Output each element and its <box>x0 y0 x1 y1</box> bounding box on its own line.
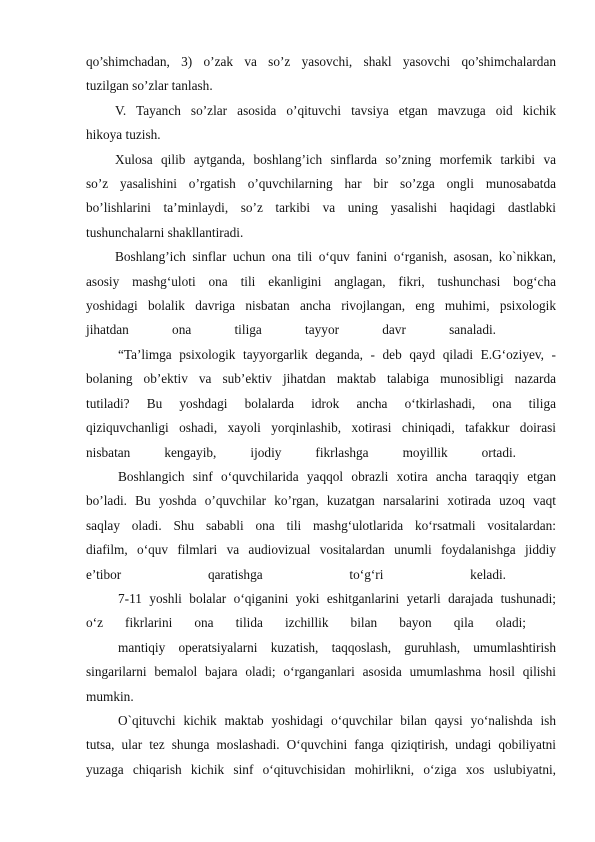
paragraph-9-line-2: tutsa, ular tez shunga moslashadi. O‘quvchini fanga qiziqtirish, undagi qobiliyatni <box>86 737 556 753</box>
paragraph-4-line-2: asosiy mashg‘uloti ona tili ekanligini anglagan, fikri, tushunchasi bog‘cha <box>86 273 556 289</box>
paragraph-4-line-4: jihatdan ona tiliga tayyor davr sanaladi. <box>86 322 496 338</box>
paragraph-5-line-1: “Ta’limga psixologik tayyorgarlik deganda, - deb qayd qiladi E.G‘oziyev, - <box>118 346 556 362</box>
paragraph-5-line-2: bolaning ob’ektiv va sub’ektiv jihatdan maktab talabiga munosibligi nazarda <box>86 371 556 387</box>
paragraph-4-line-1: Boshlang’ich sinflar uchun ona tili o‘quv fanini o‘rganish, asosan, ko`nikkan, <box>115 249 556 265</box>
paragraph-8-line-2: singarilarni bemalol bajara oladi; o‘rganganlari asosida umumlashma hosil qilishi <box>86 664 556 680</box>
paragraph-7-line-1: 7-11 yoshli bolalar o‘qiganini yoki eshitganlarini yetarli darajada tushunadi; <box>118 590 556 606</box>
paragraph-1-line-2: tuzilgan so’zlar tanlash. <box>86 78 213 94</box>
document-page <box>86 50 556 782</box>
paragraph-3-line-4: tushunchalarni shakllantiradi. <box>86 224 244 240</box>
paragraph-2-line-2: hikoya tuzish. <box>86 127 161 143</box>
paragraph-6-line-5: e’tibor qaratishga to‘g‘ri keladi. <box>86 566 506 582</box>
paragraph-6-line-2: bo’ladi. Bu yoshda o’quvchilar ko’rgan, kuzatgan narsalarini xotirada uzoq vaqt <box>86 493 556 509</box>
paragraph-3-line-1: Xulosa qilib aytganda, boshlang’ich sinflarda so’zning morfemik tarkibi va <box>115 151 556 167</box>
paragraph-8-line-1: mantiqiy operatsiyalarni kuzatish, taqqoslash, guruhlash, umumlashtirish <box>118 639 556 655</box>
paragraph-6-line-1: Boshlangich sinf o‘quvchilarida yaqqol obrazli xotira ancha taraqqiy etgan <box>118 468 556 484</box>
paragraph-9-line-1: O`qituvchi kichik maktab yoshidagi o‘quvchilar bilan qaysi yo‘nalishda ish <box>118 712 556 728</box>
paragraph-8-line-3: mumkin. <box>86 688 134 704</box>
paragraph-6-line-4: diafilm, o‘quv filmlari va audiovizual vositalardan unumli foydalanishga jiddiy <box>86 542 556 558</box>
paragraph-5-line-4: qiziquvchanligi oshadi, xayoli yorqinlashib, xotirasi chiniqadi, tafakkur doirasi <box>86 420 556 436</box>
paragraph-6-line-3: saqlay oladi. Shu sababli ona tili mashg‘ulotlarida ko‘rsatmali vositalardan: <box>86 517 556 533</box>
paragraph-1-line-1: qo’shimchadan, 3) o’zak va so’z yasovchi, shakl yasovchi qo’shimchalardan <box>86 54 556 69</box>
paragraph-4-line-3: yoshidagi bolalik davriga nisbatan ancha rivojlangan, eng muhimi, psixologik <box>86 298 556 314</box>
paragraph-3-line-3: bo’lishlarini ta’minlaydi, so’z tarkibi va uning yasalishi haqidagi dastlabki <box>86 200 556 216</box>
paragraph-9-line-3: yuzaga chiqarish kichik sinf o‘qituvchisidan mohirlikni, o‘ziga xos uslubiyatni, <box>86 761 556 777</box>
paragraph-2-line-1: V. Tayanch so’zlar asosida o’qituvchi tavsiya etgan mavzuga oid kichik <box>115 102 556 118</box>
paragraph-7-line-2: o‘z fikrlarini ona tilida izchillik bilan bayon qila oladi; <box>86 615 526 631</box>
paragraph-5-line-5: nisbatan kengayib, ijodiy fikrlashga moyillik ortadi. <box>86 444 516 460</box>
paragraph-5-line-3: tutiladi? Bu yoshdagi bolalarda idrok ancha o‘tkirlashadi, ona tiliga <box>86 395 556 411</box>
paragraph-3-line-2: so’z yasalishini o’rgatish o’quvchilarning har bir so’zga ongli munosabatda <box>86 176 556 192</box>
